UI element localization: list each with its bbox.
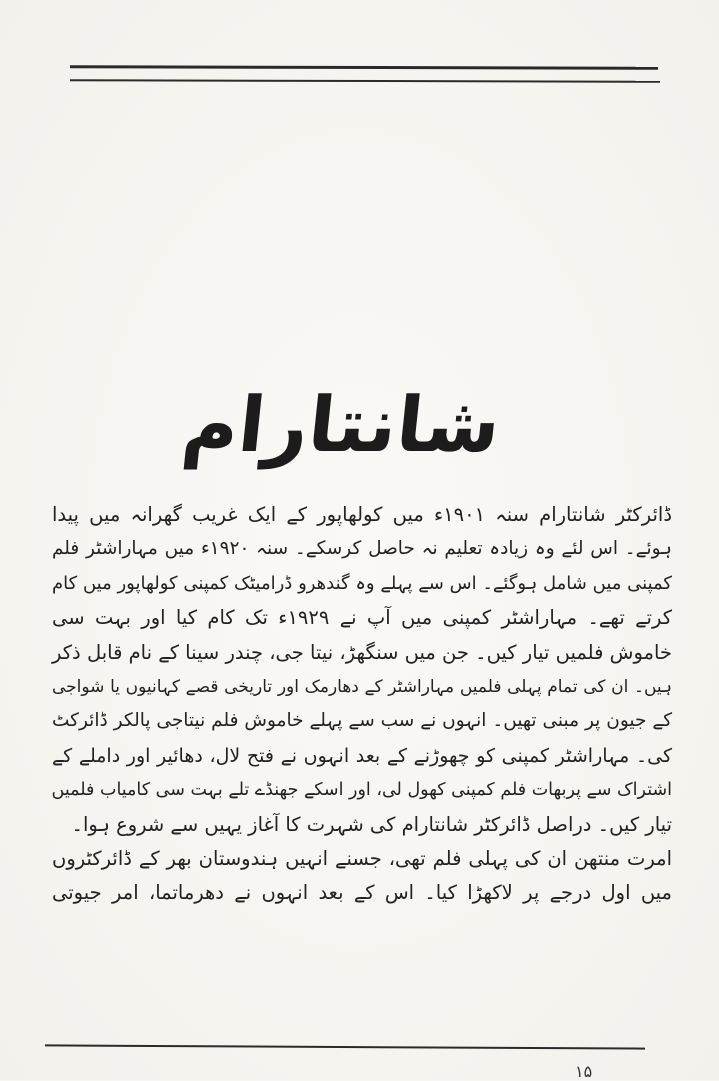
text-line: میں اول درجے پر لاکھڑا کیا۔ اس کے بعد انہوں نے دھرماتما، امر جیوتی (52, 881, 672, 905)
chapter-title: شانتارام (178, 380, 505, 469)
top-rule-thick (70, 65, 658, 70)
text-line: تیار کیں۔ دراصل ڈائرکٹر شانتارام کی شہرت کا آغاز یہیں سے شروع ہوا۔ (71, 812, 672, 836)
text-line: کی۔ مہاراشٹر کمپنی کو چھوڑنے کے بعد انہوں نے فتح لال، دھائیر اور داملے کے (52, 744, 672, 767)
bottom-rule (45, 1044, 645, 1049)
text-line: خاموش فلمیں تیار کیں۔ جن میں سنگھڑ، نیتا جی، چندر سینا کے نام قابل ذکر (52, 640, 672, 664)
top-rule-thin (70, 79, 660, 83)
text-line: ہوئے۔ اس لئے وہ زیادہ تعلیم نہ حاصل کرسکے۔ سنہ ۱۹۲۰ء میں مہاراشٹر فلم (52, 538, 672, 560)
text-line: امرت منتھن ان کی پہلی فلم تھی، جسنے انہیں ہندوستان بھر کے ڈائرکٹروں (52, 846, 672, 870)
text-line: ڈائرکٹر شانتارام سنہ ۱۹۰۱ء میں کولھاپور کے ایک غریب گھرانہ میں پیدا (52, 503, 672, 526)
page-number: ۱۵ (575, 1062, 593, 1081)
text-line: کرتے تھے۔ مہاراشٹر کمپنی میں آپ نے ۱۹۲۹ء تک کام کیا اور بہت سی (52, 606, 672, 630)
text-line: اشتراک سے پربھات فلم کمپنی کھول لی، اور اسکے جھنڈے تلے بہت سی کامیاب فلمیں (51, 780, 672, 801)
text-line: کمپنی میں شامل ہوگئے۔ اس سے پہلے وہ گندھرو ڈرامیٹک کمپنی کولھاپور میں کام (52, 572, 672, 594)
body-paragraph (52, 498, 672, 911)
text-line: ہیں۔ ان کی تمام پہلی فلمیں مہاراشٹر کے دھارمک اور تاریخی قصے کہانیوں یا شواجی (52, 676, 672, 697)
text-line: کے جیون پر مبنی تھیں۔ انہوں نے سب سے پہلے خاموش فلم نیتاجی پالکر ڈائرکٹ (52, 710, 672, 732)
